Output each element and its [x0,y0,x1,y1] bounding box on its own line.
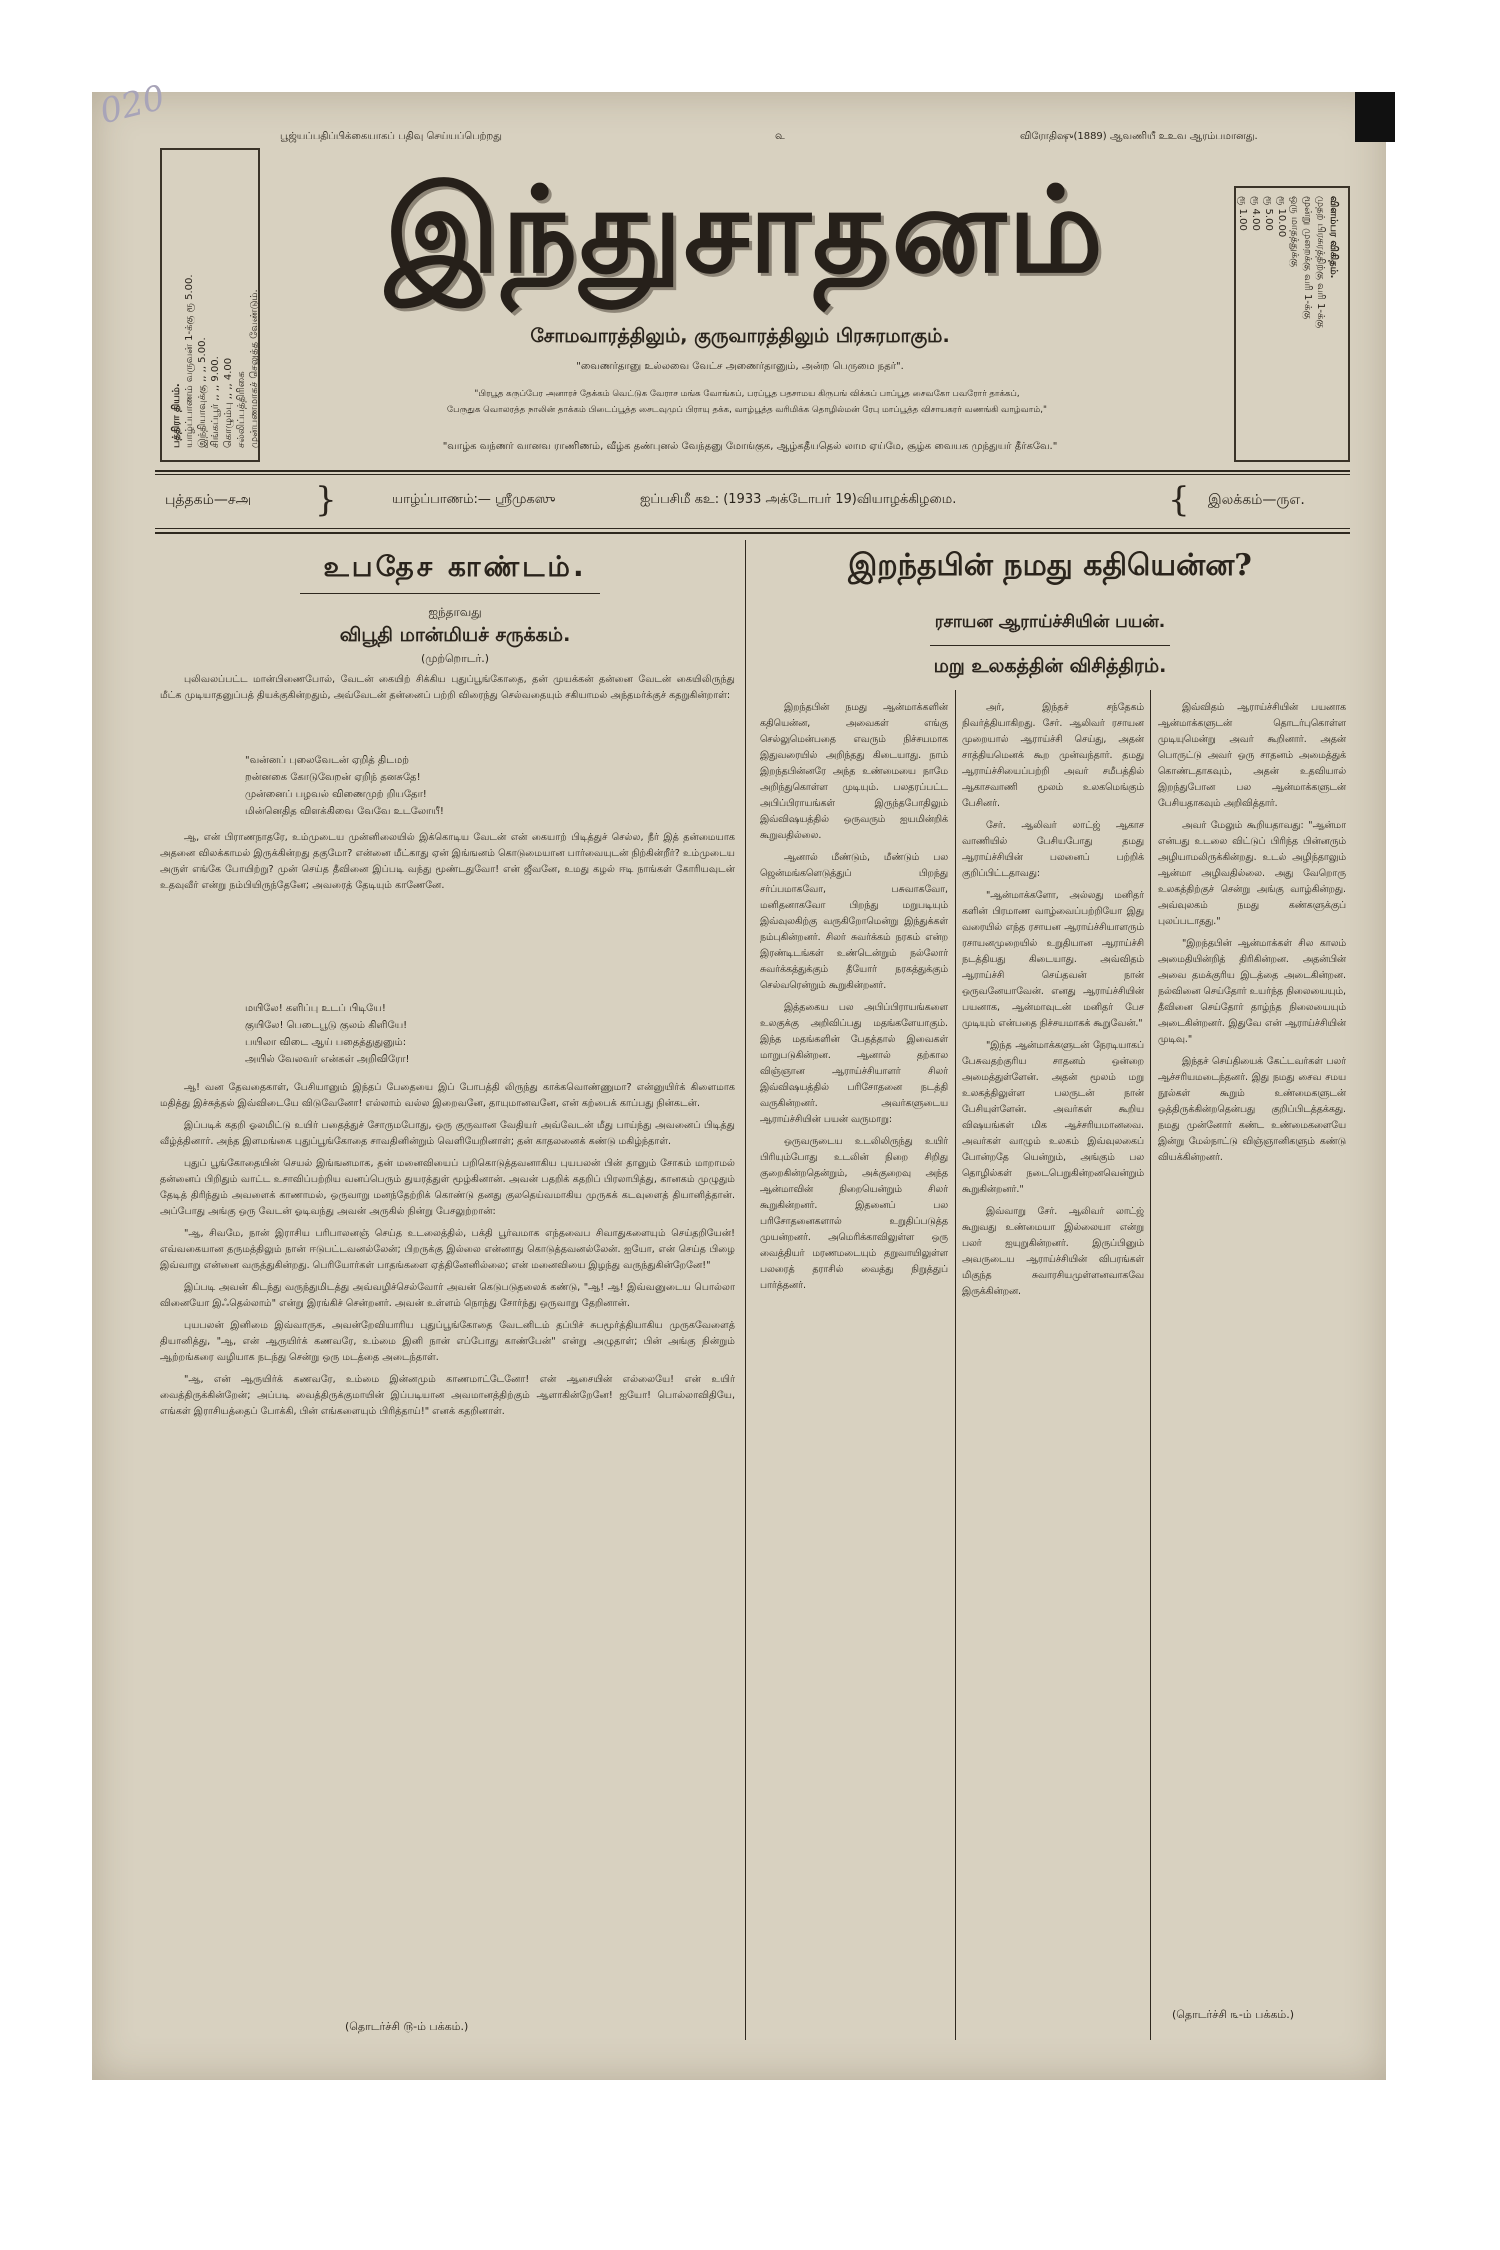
right-paragraph: "இந்த ஆன்மாக்களுடன் நேரடியாகப் பேசுவதற்குரிய சாதனம் ஒன்றை அமைத்துள்ளேன். அதன் மூலம் மறு உலகத்திலுள்ள பலருடன் நான் பேசியுள்ளேன். அவர்கள் கூறிய விஷயங்கள் மிக ஆச்சரியமானவை. அவர்கள் வாழும் உலகம் இவ்வுலகைப் போன்றதே யென்றும், அங்கும் பல தொழில்கள் நடைபெறுகின்றனவென்றும் கூறுகின்றனர்." [962,1040,1144,1195]
verse-line: குயிலே! பெடைபூடு குலம் கிளியே! [245,1020,408,1031]
dateline-rule-bottom [155,528,1350,529]
left-verse-2 [245,1000,665,1068]
left-article-intro [160,672,735,752]
advertising-line: முதற் பிரசுரத்திற்கு வரி 1-க்கு [1315,196,1326,329]
right-col-b [962,700,1144,2020]
verse-line: பயிலா விடை ஆய் பதைத்துதுனும்: [245,1037,407,1048]
right-col-c [1158,700,1346,2000]
dateline-rule-bottom-thick [155,532,1350,534]
right-paragraph: அர், இந்தச் சந்தேகம் நிவர்த்தியாகிறது. சேர். ஆலிவர் ரசாயன முறையால் ஆராய்ச்சி செய்து, அதன் சாத்தியமெனக் கூற முன்வந்தார். தமது ஆராய்ச்சியைப்பற்றி அவர் சமீபத்தில் ஆகாசவாணி மூலம் உலகமெங்கும் பேசினர். [962,702,1144,809]
right-paragraph: "இறந்தபின் ஆன்மாக்கள் சில காலம் அமைதியின்றித் திரிகின்றன. அதன்பின் அவை தமக்குரிய இடத்தை அடைகின்றன. நல்வினை செய்தோர் உயர்ந்த நிலையையும், தீவினை செய்தோர் தாழ்ந்த நிலையையும் அடைகின்றனர். இதுவே என் ஆராய்ச்சியின் முடிவு." [1158,938,1346,1045]
advertising-line: ரூ 1.00 [1237,196,1248,231]
dateline-volume: புத்தகம்—சஅ [165,492,252,508]
advertising-box-text [1237,196,1340,448]
left-continued-footer: (தொடர்ச்சி ௫-ம் பக்கம்.) [345,2020,469,2033]
verse-line: அயில் வேலவர் என்கள் அறிவிரோ! [245,1054,410,1065]
motto-line-4: "வாழ்க வந்ணர் வானவ ராணிணம், வீழ்க தண்புனல் வேந்தனு மோங்குக, ஆழ்கதீயதெல் லாம ஏய்மே, சூழ்க வையக முந்துயர் தீர்கவே." [442,441,1058,452]
right-paragraph: ஆனால் மீண்டும், மீண்டும் பல ஜென்மங்களெடுத்துப் பிறந்து சர்ப்பமாகவோ, பசுவாகவோ, மனிதனாகவோ பிறந்து மறுபடியும் இவ்வுலகிற்கு வருகிறோமென்று இந்துக்கள் நம்புகின்றனர். சிலர் சுவர்க்கம் நரகம் என்ற இரண்டிடங்கள் உண்டென்றும் நல்லோர் சுவர்க்கத்துக்கும் தீயோர் நரகத்துக்கும் செல்வரென்றும் கூறுகின்றனர். [760,852,948,991]
verse-line: மயிலே! களிப்பு உடப் பிடியே! [245,1003,386,1014]
motto-line-2: "பிரபூத கருப்பேர அனாரச் தேக்கம் வெட்டுக வேராச மங்க வோங்கப், பரப்பூத பதசாமய கிருபங் விக்கப் பாப்பூத சைவகோ பவரோர் தாக்கப், [474,389,1020,399]
subcolumn-divider-1 [955,690,956,2040]
left-paragraph: இப்படி அவன் கிடந்து வருந்துமிடத்து அவ்வழிச்செல்வோர் அவன் கெடுபடுதலைக் கண்டு, "ஆ! ஆ! இவ்வனுடைய பொல்லா வினையோ இஃதெல்லாம்" என்று இரங்கிச் சென்றனர். அவன் உள்ளம் நொந்து சோர்ந்து ஒருவாறு தேறினான். [160,1282,735,1309]
right-article-heading: இறந்தபின் நமது கதியென்ன? [848,548,1252,583]
right-paragraph: ஒருவருடைய உடலிலிருந்து உயிர் பிரியும்போது உடலின் நிறை சிறிது குறைகின்றதென்றும், அக்குறைவு அந்த ஆன்மாவின் நிறையென்றும் சிலர் கூறுகின்றனர். இதனைப் பல பரிசோதனைகளால் உறுதிப்படுத்த முயன்றனர். அமெரிக்காவிலுள்ள ஒரு வைத்தியர் மரணமடையும் தறுவாயிலுள்ள பலரைத் தராசில் வைத்து நிறுத்துப் பார்த்தனர். [760,1136,948,1291]
masthead-title: இந்துசாதனம் [384,161,1106,299]
column-divider [745,540,746,2040]
subtitle: சோமவாரத்திலும், குருவாரத்திலும் பிரசுரமாகும். [530,325,950,347]
motto-line-3: பேருதுக வொலரத்த நாலின் தாக்கம் பிடைப்பூத்த சைடவுமுப் பிராயு தக்க, வாழ்பூத்த வரிமிக்க தொழில்மன் ரேபு மாப்பூத்த விசாயகரர் வணங்கி வாழ்வாம்," [447,405,1047,415]
advertising-line: ஒரு மாதத்துக்கு [1289,196,1300,268]
subscription-line: சல்லிப்பத்திரிகை [236,371,247,448]
dateline-issue: இலக்கம்—ருஎ. [1208,492,1305,508]
handwritten-note: 020 [96,77,169,133]
left-verse-1 [245,752,665,820]
right-paragraph: இறந்தபின் நமது ஆன்மாக்களின் கதியென்ன, அவைகள் எங்கு செல்லுமென்பதை எவரும் நிச்சயமாக இதுவரையில் அறிந்தது கிடையாது. நாம் இறந்தபின்னரே அந்த உண்மையை நாமே அறிந்துகொள்ள முடியும். பலதரப்பட்ட அபிப்பிராயங்கள் இருந்தபோதிலும் இவ்விஷயத்தில் ஒருவரும் ஐயமின்றிக் கூறுவதில்லை. [760,702,948,841]
right-paragraph: இத்தகைய பல அபிப்பிராயங்களை உலகுக்கு அறிவிப்பது மதங்களேயாகும். இந்த மதங்களின் பேதத்தால் இவைகள் மாறுபடுகின்றன. ஆனால் தற்கால விஞ்ஞான ஆராய்ச்சியாளர் சிலர் இவ்விஷயத்தில் பரிசோதனை நடத்தி வருகின்றனர். அவர்களுடைய ஆராய்ச்சியின் பயன் வருமாறு: [760,1002,948,1125]
motto-line-1: "வைணர்தானு உல்லவை வேட்ச அணைர்தானும், அன்ற பெருமை நதர்". [576,361,904,372]
left-paragraph: "ஆ, சிவமே, நான் இராசிய பரிபாலனஞ் செய்த உடலைத்தில், பக்தி பூர்வமாக எந்தவைப சிவாதுகளையும் செய்தறியேன்! எவ்வகையான தருமத்திலும் நான் ஈடுபட்டவனல்லேன்; பிறருக்கு இல்லை என்னாது கொடுத்தவனல்லேன். ஐயோ, என் செய்த பிழை இவ்வாறு என்னை வருத்துகின்றது. பெரியோர்கள் பாதங்களை ஏத்தினேனில்லை; என் மனைவியை இழந்து வருந்துகின்றேனே!" [160,1228,735,1271]
subscription-line: முன்பணமாகச் செலுத்த வேண்டும். [249,289,260,448]
left-heading-rule [300,593,600,594]
right-paragraph: அவர் மேலும் கூறியதாவது: "ஆன்மா என்பது உடலை விட்டுப் பிரிந்த பின்னரும் அழியாமலிருக்கின்றது. உடல் அழிந்தாலும் ஆன்மா அழிவதில்லை. அது வேறொரு உலகத்திற்குச் சென்று அங்கு வாழ்கின்றது. அவ்வுலகம் நமது கண்களுக்குப் புலப்படாதது." [1158,820,1346,927]
left-article-subheading: விபூதி மான்மியச் சருக்கம். [339,624,571,646]
left-article-body-1 [160,830,735,995]
right-col-a [760,700,948,2020]
left-article-body-2 [160,1080,735,2015]
right-paragraph: இந்தச் செய்தியைக் கேட்டவர்கள் பலர் ஆச்சரியமடைந்தனர். இது நமது சைவ சமய நூல்கள் கூறும் உண்மைகளுடன் ஒத்திருக்கின்றதென்பது குறிப்பிடத்தக்கது. நமது முன்னோர் கண்ட உண்மைகளையே இன்று மேல்நாட்டு விஞ்ஞானிகளும் கண்டு வியக்கின்றனர். [1158,1056,1346,1163]
left-paragraph: ஆ! வன தேவதைகாள், பேசியானும் இந்தப் பேதையை இப் போபத்தி லிருந்து காக்கவொண்ணுமா? என்னுயிர்க் கிளைமாக மதித்து இச்சுத்தல் இவ்விடையே விடுவேனோ! எல்லாம் வல்ல இறைவனே, தாயுமானவனே, என் கற்பைக் காப்பது நின்கடன். [160,1082,735,1109]
subscription-line: யாழ்ப்பாணம் வருவன் 1-க்கு ரூ 5.00. [184,274,195,448]
dateline-place: யாழ்ப்பாணம்:— ஸ்ரீமுகஸு [392,492,556,507]
left-paragraph: இப்படிக் கதறி ஓலமிட்டு உயிர் பதைத்துச் சோருமபோது, ஒரு குருவான வேதியர் அவ்வேடன் மீது பாய்ந்து அவனைப் பிடித்து வீழ்த்தினார். அந்த இளமங்கை புதுப்பூங்கோதை சாவதினின்றும் வெளியேறினாள்; தன் காதலனைக் கண்டு மகிழ்ந்தாள். [160,1120,735,1147]
dateline-rule-top-thin [155,474,1350,475]
top-left-note: பூஜ்யப்பதிப்பிக்கையாகப் பதிவு செய்யப்பெற்றது [280,131,502,142]
subscription-line: கொழும்பு ,, ,, 4.00 [223,357,234,448]
subscription-box-text [170,158,260,448]
left-article-section: ஐந்தாவது [428,605,482,619]
advertising-line: மூன்று முறைக்கு வரி 1-க்கு [1302,196,1313,320]
top-center-mark: ௳ [775,129,785,142]
advertising-title: விளம்பர விகிதம். [1328,196,1339,279]
dateline-date: ஐப்பசிமீ கஉ: (1933 அக்டோபர் 19)வியாழக்கிழமை. [640,492,957,507]
right-paragraph: சேர். ஆலிவர் லாட்ஜ் ஆகாச வாணியில் பேசியபோது தமது ஆராய்ச்சியின் பலனைப் பற்றிக் குறிப்பிட்டதாவது: [962,820,1144,879]
advertising-line: ரூ 5.00 [1263,196,1274,231]
advertising-line: ரூ 10.00 [1276,196,1287,238]
top-right-note: விரோதிஷு(1889) ஆவணியீ உஉவ ஆரம்பமானது. [1020,131,1258,142]
left-paragraph: ஆ, என் பிராணநாதரே, உம்முடைய முன்னிலையில் இக்கொடிய வேடன் என் கையாற் பிடித்துச் செல்ல, நீர் இத் தன்மையாக அதனை விலக்காமல் இருக்கின்றது தகுமோ? என்னை மீட்காது ஏன் இங்ஙனம் கொடுமையான பார்வையுடன் நிற்கின்றீர்? உம்முடைய அருள் எங்கே போயிற்று? முன் செய்த தீவினை இப்படி வந்து மூண்டதுவோ! என் ஜீவனே, உமது கழல் ஈடி நாங்கள் கோரியவுடன் உதவுவீர் என்று நம்பியிருந்தேனே; அவரைத் தேடியும் காணேனே. [160,832,735,891]
right-paragraph: இவ்விதம் ஆராய்ச்சியின் பயனாக ஆன்மாக்களுடன் தொடர்புகொள்ள முடியுமென்று அவர் கூறினார். அதன் பொருட்டு அவர் ஒரு சாதனம் அமைத்துக் கொண்டதாகவும், அதன் உதவியால் இறந்துபோன பல ஆன்மாக்களுடன் பேசியதாகவும் அறிவித்தார். [1158,702,1346,809]
subscription-line: இந்தியாவுக்கு ,, ,, 5.00. [197,337,208,448]
right-article-subheading-2: மறு உலகத்தின் விசித்திரம். [933,655,1167,677]
left-article-continued: (முற்றொடர்.) [420,652,490,665]
right-paragraph: இவ்வாறு சேர். ஆலிவர் லாட்ஜ் கூறுவது உண்மையா இல்லையா என்று பலர் ஐயுறுகின்றனர். இருப்பினும் அவருடைய ஆராய்ச்சியின் விபரங்கள் மிகுந்த சுவாரசியமுள்ளனவாகவே இருக்கின்றன. [962,1206,1144,1297]
verse-line: றன்னகை கோடுவேறன் ஏறிந் தனசுதே! [245,772,421,783]
subcolumn-divider-2 [1150,690,1151,2040]
left-article-heading: உபதேச காண்டம். [323,550,587,583]
subscription-line: சிங்கப்பூர் ,, ,, 9.00. [210,356,221,448]
verse-line: "வன்னப் புலைவேடன் ஏறித் திடமற் [245,755,409,766]
right-continued-footer: (தொடர்ச்சி ௩-ம் பக்கம்.) [1172,2008,1295,2021]
right-subheading-rule [930,645,1170,646]
left-paragraph: புலிவலப்பட்ட மான்பிணைபோல், வேடன் கையிற் சிக்கிய புதுப்பூங்கோதை, தன் முயக்கன் தன்னை வேடன் கையிலிருந்து மீட்க முடியாதனுப்பத் தியக்குகின்றதும், அவ்வேடன் தன்னைப் பற்றி விரைந்து செல்வதையும் சகியாமல் அந்தமர்க்குச் கதறுகின்றாள்: [160,674,735,701]
left-paragraph: "ஆ, என் ஆருயிர்க் கணவரே, உம்மை இன்னமும் காணமாட்டேனோ! என் ஆசையின் எல்லையே! என் உயிர் வைத்திருக்கின்றேன்; அப்படி வைத்திருக்குமாயின் இப்படியான அவமானத்திற்கும் ஆளாகின்றேனே! ஐயோ! பொல்லாவிதியே, எங்கள் இராசியத்தைப் போக்கி, பின் எங்களையும் பிரித்தாய்!" எனக் கதறினாள். [160,1374,735,1417]
verse-line: மின்னெதித விளக்கிவை வேவே உடலோயீ! [245,806,444,817]
right-article-subheading-1: ரசாயன ஆராய்ச்சியின் பயன். [934,612,1166,632]
dateline-rule-top [155,470,1350,472]
scan-corner [1355,92,1395,142]
subscription-title: பத்திரா தியம். [171,383,182,448]
dateline-brace-left: } [315,480,337,520]
dateline-brace-right: { [1168,480,1190,520]
advertising-line: ரூ 4.00 [1250,196,1261,231]
left-paragraph: புயபலன் இனிமை இவ்வாருக, அவன்றேவியாரிய புதுப்பூங்கோதை வேடனிடம் தப்பிச் சுபமூர்த்தியாகிய முருகவேளைத் தியானித்து, "ஆ, என் ஆருயிர்க் கணவரே, உம்மை இனி நான் எப்போது காண்பேன்" என்று அழுதாள்; பின் அங்கு நின்றும் ஆற்றங்கரை வழியாக நடந்து சென்று ஒரு மடத்தை அடைந்தாள். [160,1320,735,1363]
left-paragraph: புதுப் பூங்கோதையின் செயல் இங்ஙனமாக, தன் மனைவியைப் பறிகொடுத்தவனாகிய புயபலன் பின் தானும் சோகம் மாறாமல் தன்னைப் பிறிதும் வாட்ட உசாவிப்பற்றிய வனப்பெரும் துயரத்துள் மூழ்கினான். அவன் பதறிக் கதறிப் பிரலாபித்து, கானகம் முழுதும் தேடித் திரிந்தும் அவளைக் காணாமல், ஒருவாறு மனந்தேற்றிக் கொண்டு தனது குலதெய்வமாகிய முருகக் கடவுளைத் தியானித்தான். அப்போது அங்கு ஒரு வேடன் ஓடிவந்து அவன் அருகில் நின்று பேசலுற்றான்: [160,1158,735,1217]
verse-line: முன்னைப் பழவல் விணைமுற் றியதோ! [245,789,427,800]
right-paragraph: "ஆன்மாக்களோ, அல்லது மனிதர் களின் பிரமாண வாழ்வைப்பற்றியோ இது வரையில் எந்த ரசாயன ஆராய்ச்சியாளரும் ரசாயனமுறையில் உறுதியான ஆராய்ச்சி நடத்தியது கிடையாது. அவ்விதம் ஆராய்ச்சி செய்தவன் நான் ஒருவனேயாவேன். எனது ஆராய்ச்சியின் பயனாக, ஆன்மாவுடன் மனிதர் பேச முடியும் என்பதை நிச்சயமாகக் கூறுவேன்." [962,890,1144,1029]
